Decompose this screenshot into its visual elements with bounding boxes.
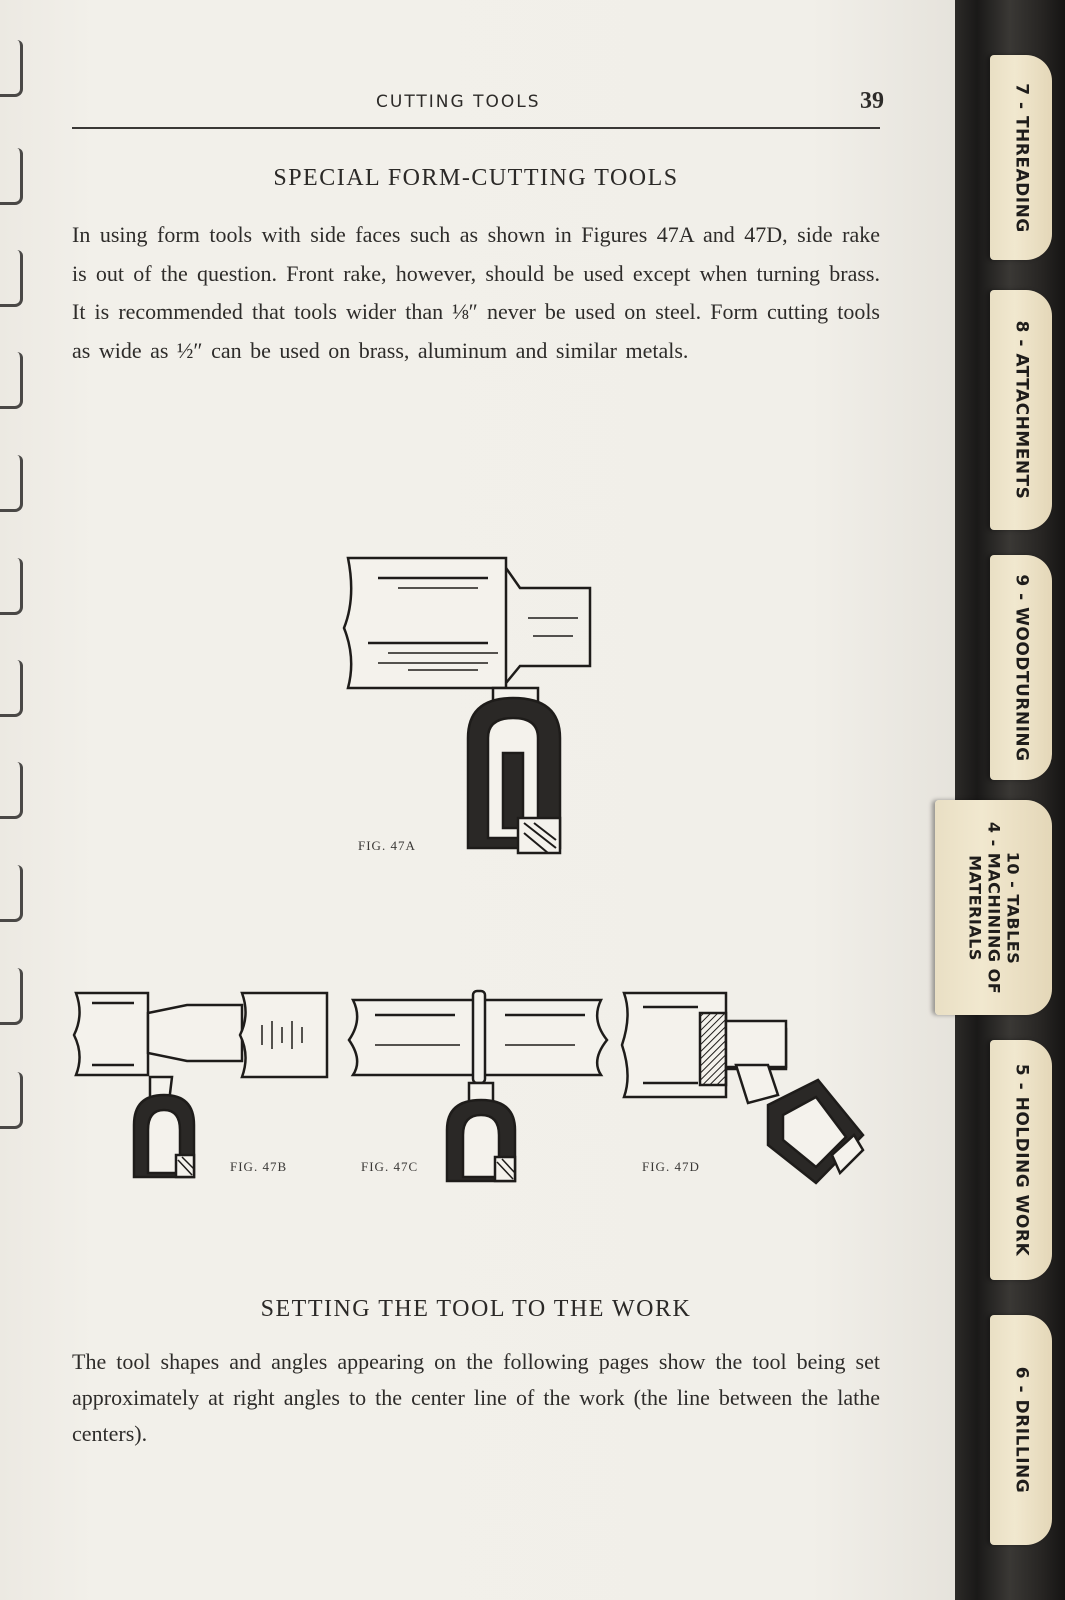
binding-ring bbox=[0, 558, 23, 615]
figure-47a-illustration bbox=[338, 548, 573, 868]
figure-caption-47b: FIG. 47B bbox=[230, 1159, 288, 1174]
body-paragraph-setting-tool: The tool shapes and angles appearing on the following pages show the tool being set approximately at right angles to the center line of the work (the line between the lathe centers). bbox=[72, 1349, 880, 1446]
binding-ring bbox=[0, 40, 23, 97]
figure-47d-illustration bbox=[618, 985, 868, 1185]
binding-ring bbox=[0, 352, 23, 409]
binding-ring bbox=[0, 148, 23, 205]
tab-machining-label: 4 - MACHINING OF bbox=[984, 821, 1003, 994]
figure-caption-47a: FIG. 47A bbox=[358, 838, 416, 853]
tab-attachments-label: 8 - ATTACHMENTS bbox=[1011, 320, 1032, 500]
spiral-binding bbox=[0, 0, 24, 1600]
binding-ring bbox=[0, 968, 23, 1025]
section-heading-setting-tool: SETTING THE TOOL TO THE WORK bbox=[260, 1296, 692, 1322]
tab-holding-work-label: 5 - HOLDING WORK bbox=[1011, 1063, 1032, 1257]
tab-threading[interactable] bbox=[990, 55, 1052, 260]
tab-threading-label: 7 - THREADING bbox=[1011, 82, 1032, 233]
running-header: CUTTING TOOLS bbox=[376, 92, 541, 112]
page-number: 39 bbox=[860, 88, 884, 114]
tab-tables-machining[interactable] bbox=[935, 800, 1052, 1015]
tab-tables-machining-label bbox=[965, 821, 1022, 993]
body-paragraph-form-tools: In using form tools with side faces such as shown in Figures 47A and 47D, side rake is out of the question. Front rake, however, should be used except when turning brass. It is recommended that tools wider than ⅛″ never be used on steel. Form cutting tools as wide as ½″ can be used on brass, aluminum and similar metals. bbox=[72, 222, 880, 363]
binding-ring bbox=[0, 455, 23, 512]
binding-ring bbox=[0, 762, 23, 819]
tab-woodturning-label: 9 - WOODTURNING bbox=[1011, 573, 1032, 762]
figure-47b-illustration bbox=[72, 985, 337, 1180]
tab-holding-work[interactable] bbox=[990, 1040, 1052, 1280]
binding-ring bbox=[0, 660, 23, 717]
tab-tables-label: 10 - TABLES bbox=[1003, 851, 1022, 964]
tab-materials-label: MATERIALS bbox=[965, 854, 984, 961]
tab-woodturning[interactable] bbox=[990, 555, 1052, 780]
figure-caption-47d: FIG. 47D bbox=[642, 1159, 700, 1174]
tab-drilling[interactable] bbox=[990, 1315, 1052, 1545]
figure-caption-47c: FIG. 47C bbox=[361, 1159, 419, 1174]
header-rule bbox=[72, 127, 880, 129]
binding-ring bbox=[0, 250, 23, 307]
figure-47c-illustration bbox=[345, 985, 610, 1185]
tab-drilling-label: 6 - DRILLING bbox=[1011, 1366, 1032, 1494]
tab-attachments[interactable] bbox=[990, 290, 1052, 530]
section-heading-form-cutting: SPECIAL FORM-CUTTING TOOLS bbox=[273, 165, 679, 191]
binding-ring bbox=[0, 865, 23, 922]
binding-ring bbox=[0, 1072, 23, 1129]
